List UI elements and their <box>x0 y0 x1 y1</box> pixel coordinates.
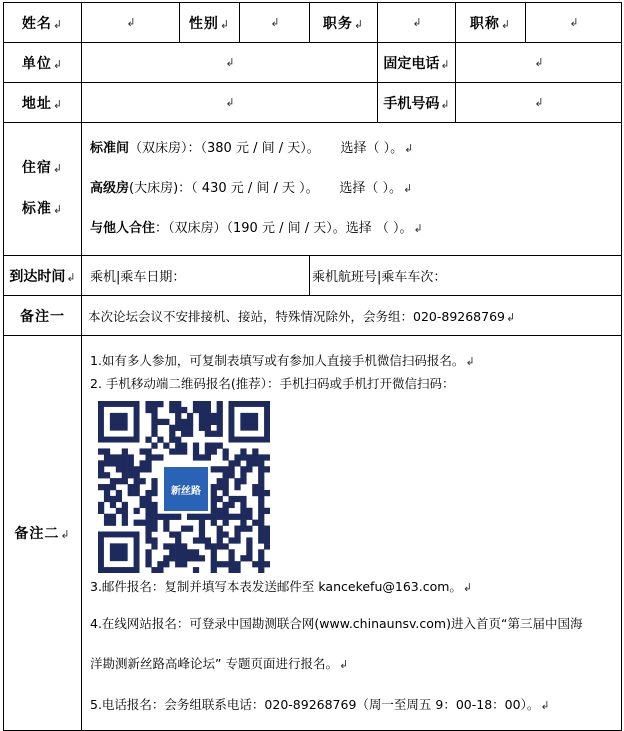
title-field[interactable]: ↲ <box>526 3 622 43</box>
note2-item1: 1.如有多人参加，可复制表填写或有参加人直接手机微信扫码报名。↲ <box>90 353 475 368</box>
title-label: 职称↲ <box>456 3 526 43</box>
row-arrival <box>4 256 622 296</box>
note2-item2: 2. 手机移动端二维码报名(推荐）：手机扫码或手机打开微信扫码： <box>90 376 455 391</box>
address-field[interactable]: ↲ <box>82 83 378 123</box>
name-field[interactable]: ↲ <box>82 3 180 43</box>
note1-text: 本次论坛会议不安排接机、接站，特殊情况除外，会务组：020-89268769↲ <box>82 296 622 336</box>
lodging-options <box>82 123 622 256</box>
registration-table <box>3 2 622 731</box>
mobile-field[interactable]: ↲ <box>456 83 622 123</box>
unit-label: 单位↲ <box>4 43 82 83</box>
position-field[interactable]: ↲ <box>378 3 456 43</box>
note1-label: 备注一 <box>4 296 82 336</box>
gender-field[interactable]: ↲ <box>240 3 310 43</box>
qr-logo: 新丝路 <box>162 465 210 513</box>
note2-content <box>82 336 622 731</box>
lodging-senior[interactable]: 高级房(大床房)：（ 430 元 / 间 / 天 ）。 选择（ ）。↲ <box>90 181 413 196</box>
address-label: 地址↲ <box>4 83 82 123</box>
row-lodging <box>4 123 622 256</box>
row-name <box>4 3 622 43</box>
note2-label: 备注二↲ <box>4 336 82 731</box>
gender-label: 性别↲ <box>180 3 240 43</box>
arrival-date-field[interactable]: 乘机|乘车日期： <box>82 256 310 296</box>
note2-item4a: 4.在线网站报名：可登录中国勘测联合网(www.chinaunsv.com)进入首页“第三届中国海 <box>90 616 583 631</box>
mobile-label: 手机号码↲ <box>378 83 456 123</box>
row-unit <box>4 43 622 83</box>
name-label: 姓名↲ <box>4 3 82 43</box>
row-note1 <box>4 296 622 336</box>
row-note2 <box>4 336 622 731</box>
qr-code[interactable] <box>98 401 270 573</box>
note2-item3: 3.邮件报名：复制并填写本表发送邮件至 kancekefu@163.com。↲ <box>90 579 473 594</box>
registration-form <box>3 2 621 721</box>
arrival-label: 到达时间↲ <box>4 256 82 296</box>
phone-label: 固定电话↲ <box>378 43 456 83</box>
arrival-number-field[interactable]: 乘机航班号|乘车车次： <box>310 256 622 296</box>
unit-field[interactable]: ↲ <box>82 43 378 83</box>
phone-field[interactable]: ↲ <box>456 43 622 83</box>
note2-item5: 5.电话报名：会务组联系电话：020-89268769（周一至周五 9：00-18：00）。↲ <box>90 697 550 712</box>
row-address <box>4 83 622 123</box>
position-label: 职务↲ <box>310 3 378 43</box>
lodging-label: 住宿↲ 标准↲ <box>4 123 82 256</box>
note2-item4b: 洋勘测新丝路高峰论坛” 专题页面进行报名。↲ <box>90 656 349 671</box>
lodging-standard[interactable]: 标准间（双床房）：（380 元 / 间 / 天）。 选择（ ）。↲ <box>90 141 414 156</box>
lodging-share[interactable]: 与他人合住：（双床房）（190 元 / 间 / 天）。选择 （ ）。↲ <box>90 221 423 236</box>
